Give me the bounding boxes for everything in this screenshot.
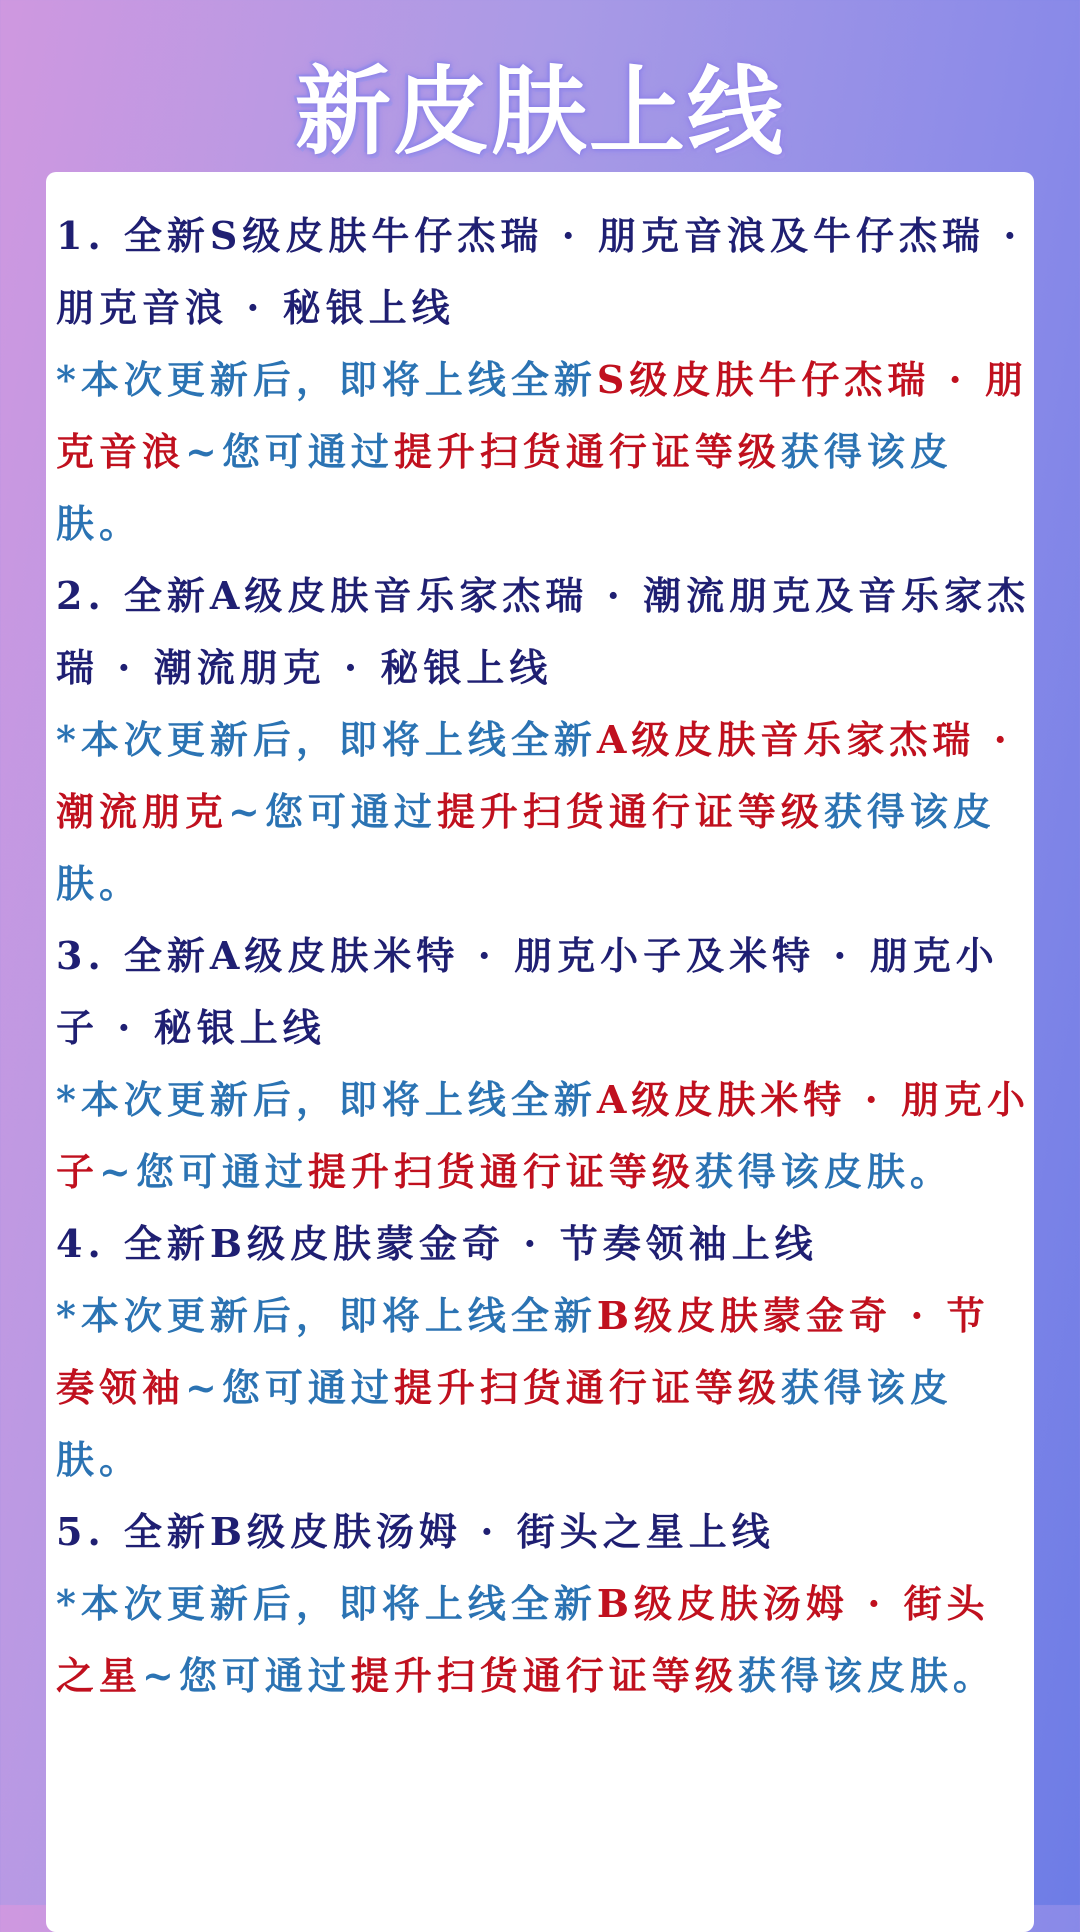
update-item-3: [56, 920, 1032, 1208]
item-heading: 1. 全新S级皮肤牛仔杰瑞 · 朋克音浪及牛仔杰瑞 · 朋克音浪 · 秘银上线: [56, 213, 1022, 330]
update-item-1: [56, 200, 1032, 560]
note-skin: S级皮肤牛仔杰瑞 · 朋克音浪: [56, 357, 1029, 474]
item-heading: 4. 全新B级皮肤蒙金奇 · 节奏领袖上线: [56, 1221, 818, 1266]
note-skin: A级皮肤音乐家杰瑞 · 潮流朋克: [56, 717, 1012, 834]
note-mid: ~您可通过: [185, 1365, 394, 1410]
note-method: 提升扫货通行证等级: [350, 1653, 738, 1698]
note-prefix: *本次更新后，即将上线全新: [56, 1293, 597, 1338]
item-note: [56, 1280, 1032, 1496]
note-method: 提升扫货通行证等级: [393, 429, 781, 474]
note-suffix: 获得该皮肤。: [56, 429, 953, 546]
update-item-4: [56, 1208, 1032, 1496]
note-prefix: *本次更新后，即将上线全新: [56, 1077, 597, 1122]
update-list: [56, 200, 1032, 1712]
note-method: 提升扫货通行证等级: [393, 1365, 781, 1410]
item-heading: 2. 全新A级皮肤音乐家杰瑞 · 潮流朋克及音乐家杰瑞 · 潮流朋克 · 秘银上线: [56, 573, 1031, 690]
note-prefix: *本次更新后，即将上线全新: [56, 717, 597, 762]
update-item-5: [56, 1496, 1032, 1712]
note-mid: ~您可通过: [142, 1653, 351, 1698]
note-method: 提升扫货通行证等级: [436, 789, 824, 834]
note-prefix: *本次更新后，即将上线全新: [56, 357, 597, 402]
page-title: 新皮肤上线: [295, 56, 785, 168]
item-heading: 3. 全新A级皮肤米特 · 朋克小子及米特 · 朋克小子 · 秘银上线: [56, 933, 999, 1050]
note-method: 提升扫货通行证等级: [307, 1149, 695, 1194]
item-note: [56, 704, 1032, 920]
note-prefix: *本次更新后，即将上线全新: [56, 1581, 597, 1626]
item-note: [56, 344, 1032, 560]
note-suffix: 获得该皮肤。: [56, 789, 996, 906]
note-skin: B级皮肤汤姆 · 街头之星: [56, 1581, 990, 1698]
note-mid: ~您可通过: [228, 789, 437, 834]
note-skin: A级皮肤米特 · 朋克小子: [56, 1077, 1031, 1194]
item-note: [56, 1064, 1032, 1208]
note-mid: ~您可通过: [99, 1149, 308, 1194]
item-heading: 5. 全新B级皮肤汤姆 · 街头之星上线: [56, 1509, 775, 1554]
note-skin: B级皮肤蒙金奇 · 节奏领袖: [56, 1293, 990, 1410]
note-suffix: 获得该皮肤。: [56, 1365, 953, 1482]
update-item-2: [56, 560, 1032, 920]
item-note: [56, 1568, 1032, 1712]
note-suffix: 获得该皮肤。: [694, 1149, 953, 1194]
note-mid: ~您可通过: [185, 429, 394, 474]
note-suffix: 获得该皮肤。: [737, 1653, 996, 1698]
